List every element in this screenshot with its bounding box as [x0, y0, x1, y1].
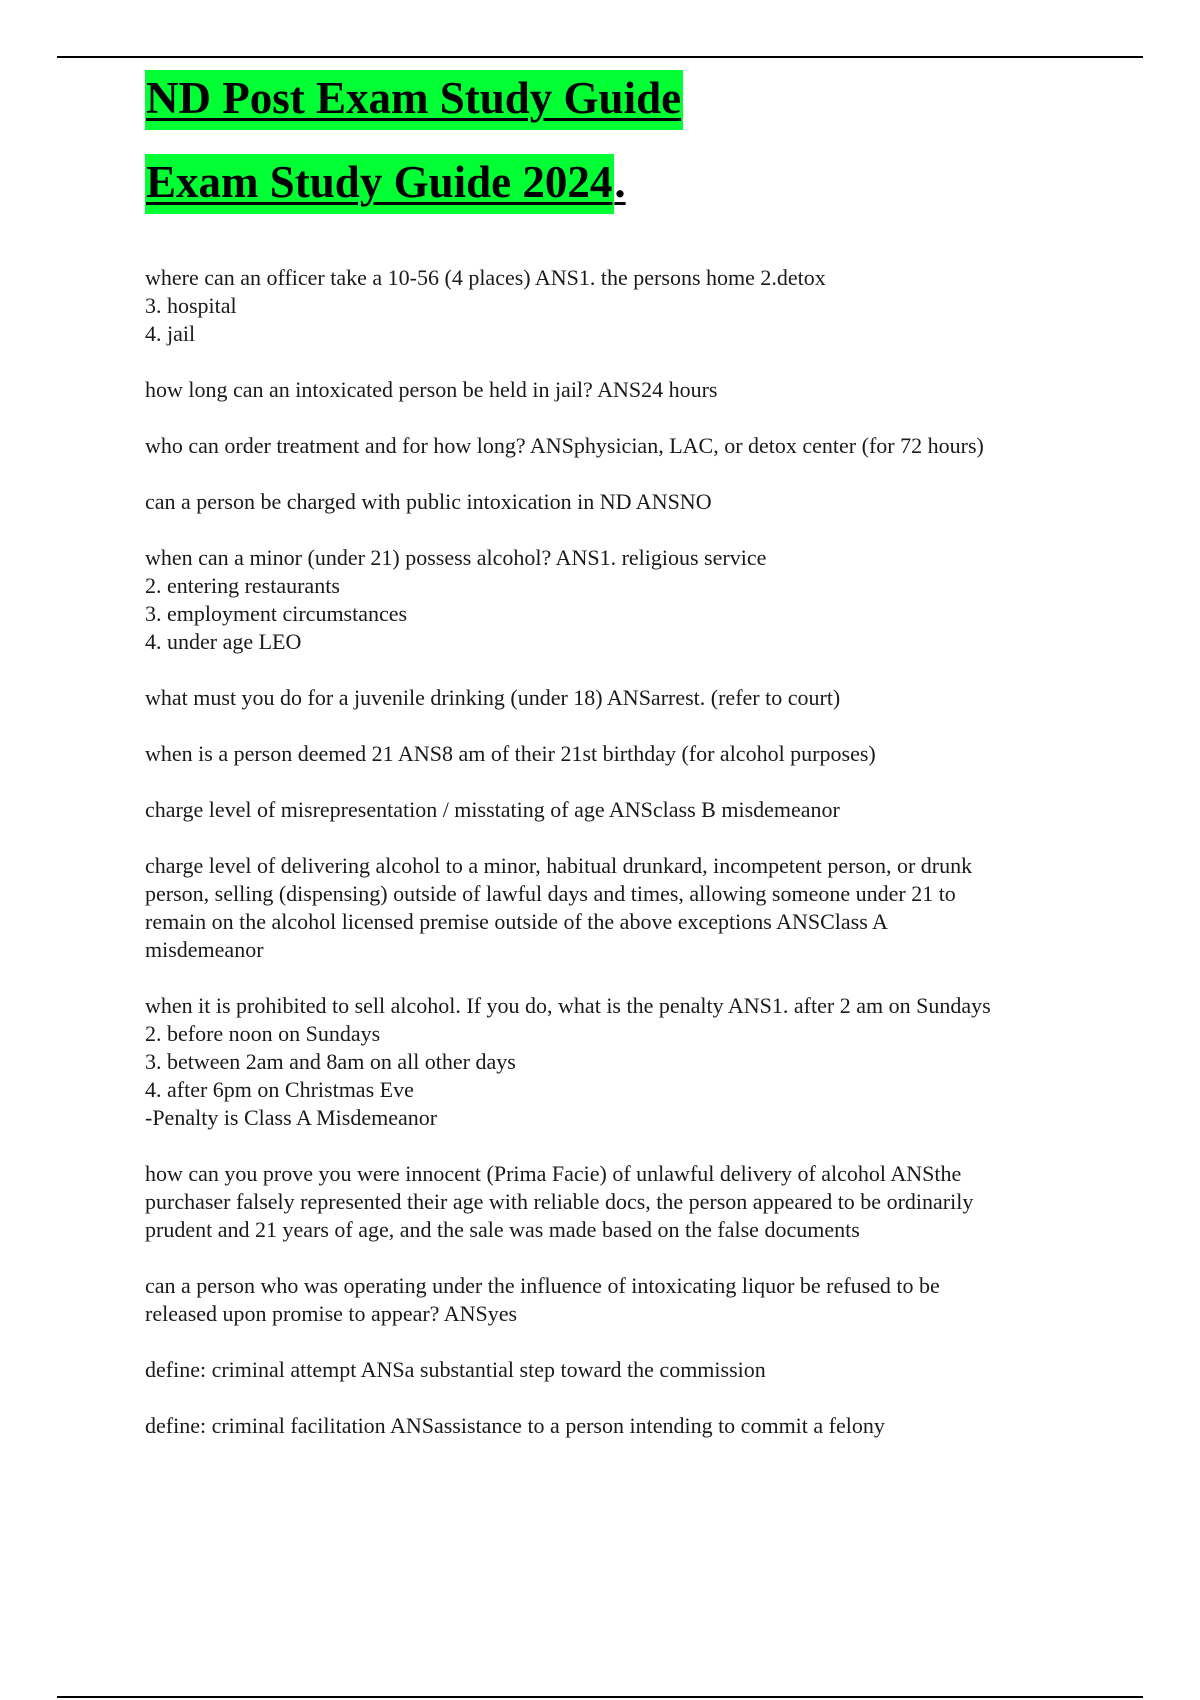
- qa-item: how can you prove you were innocent (Prima Facie) of unlawful delivery of alcohol ANSthe purchaser falsely represented their age with reliable docs, the person appeared to be ordinarily prudent and 21 years of age, and the sale was made based on the false documents: [145, 1161, 974, 1242]
- page-subtitle: Exam Study Guide 2024: [145, 154, 614, 214]
- qa-item: what must you do for a juvenile drinking (under 18) ANSarrest. (refer to court): [145, 685, 841, 710]
- qa-item: define: criminal facilitation ANSassistance to a person intending to commit a felony: [145, 1413, 885, 1438]
- qa-item: when can a minor (under 21) possess alcohol? ANS1. religious service 2. entering restaurants 3. employment circumstances 4. under age LEO: [145, 545, 767, 654]
- qa-item: charge level of misrepresentation / misstating of age ANSclass B misdemeanor: [145, 797, 840, 822]
- title-line-2: [145, 154, 683, 216]
- qa-item: can a person be charged with public intoxication in ND ANSNO: [145, 489, 712, 514]
- qa-item: how long can an intoxicated person be held in jail? ANS24 hours: [145, 377, 718, 402]
- title-block: [145, 70, 683, 238]
- qa-item: when is a person deemed 21 ANS8 am of their 21st birthday (for alcohol purposes): [145, 741, 876, 766]
- bottom-rule: [57, 1696, 1143, 1698]
- title-line-1: [145, 70, 683, 132]
- qa-item: when it is prohibited to sell alcohol. If you do, what is the penalty ANS1. after 2 am on Sundays 2. before noon on Sundays 3. between 2am and 8am on all other days 4. after 6pm on Christmas Eve -Penalty is Class A Misdemeanor: [145, 993, 991, 1130]
- qa-item: who can order treatment and for how long? ANSphysician, LAC, or detox center (for 72 hours): [145, 433, 984, 458]
- qa-item: define: criminal attempt ANSa substantial step toward the commission: [145, 1357, 766, 1382]
- top-rule: [57, 56, 1143, 58]
- qa-item: can a person who was operating under the influence of intoxicating liquor be refused to be released upon promise to appear? ANSyes: [145, 1273, 940, 1326]
- subtitle-period: .: [614, 157, 626, 207]
- page-title: ND Post Exam Study Guide: [145, 70, 683, 130]
- qa-list: [145, 264, 1145, 1468]
- qa-item: charge level of delivering alcohol to a minor, habitual drunkard, incompetent person, or drunk person, selling (dispensing) outside of lawful days and times, allowing someone under 21 to remain on the alcohol licensed premise outside of the above exceptions ANSClass A misdemeanor: [145, 853, 973, 962]
- qa-item: where can an officer take a 10-56 (4 places) ANS1. the persons home 2.detox 3. hospital 4. jail: [145, 265, 826, 346]
